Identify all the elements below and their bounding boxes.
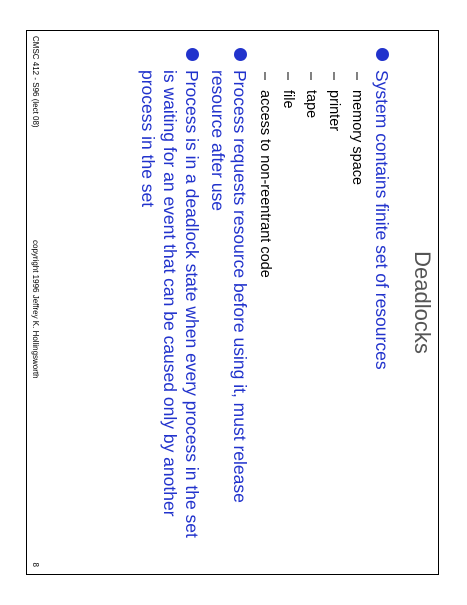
bullet-dot-icon <box>186 48 199 61</box>
bullet-item <box>137 48 203 548</box>
sub-item <box>347 70 367 548</box>
footer-copyright: copyright 1996 Jeffrey K. Hollingsworth <box>31 240 40 379</box>
slide <box>26 30 439 575</box>
sub-item-text: file <box>280 90 296 109</box>
bullet-text: System contains finite set of resources <box>372 70 392 370</box>
sub-item-text: tape <box>303 90 319 119</box>
sub-item <box>301 70 321 548</box>
dash-icon: – <box>326 72 342 81</box>
footer-page-number: 8 <box>31 562 40 567</box>
dash-icon: – <box>280 72 296 81</box>
sub-list <box>255 70 367 548</box>
sub-item-text: memory space <box>349 90 365 186</box>
bullet-list <box>133 48 393 548</box>
bullet-text: Process requests resource before using it, must release resource after use <box>208 70 250 503</box>
bullet-dot-icon <box>376 48 389 61</box>
dash-icon: – <box>257 72 273 81</box>
bullet-text: Process is in a deadlock state when every process in the set is waiting for an event that can be caused only by another process in the set <box>138 70 202 538</box>
bullet-dot-icon <box>234 48 247 61</box>
dash-icon: – <box>349 72 365 81</box>
sub-item-text: access to non-reentrant code <box>257 90 273 278</box>
bullet-item <box>255 48 393 548</box>
sub-item-text: printer <box>326 90 342 132</box>
sub-item <box>324 70 344 548</box>
sub-item <box>278 70 298 548</box>
sub-item <box>255 70 275 548</box>
dash-icon: – <box>303 72 319 81</box>
bullet-item <box>207 48 251 548</box>
footer-course: CMSC 412 - S96 (lect 08) <box>31 36 40 128</box>
slide-title: Deadlocks <box>410 251 435 354</box>
